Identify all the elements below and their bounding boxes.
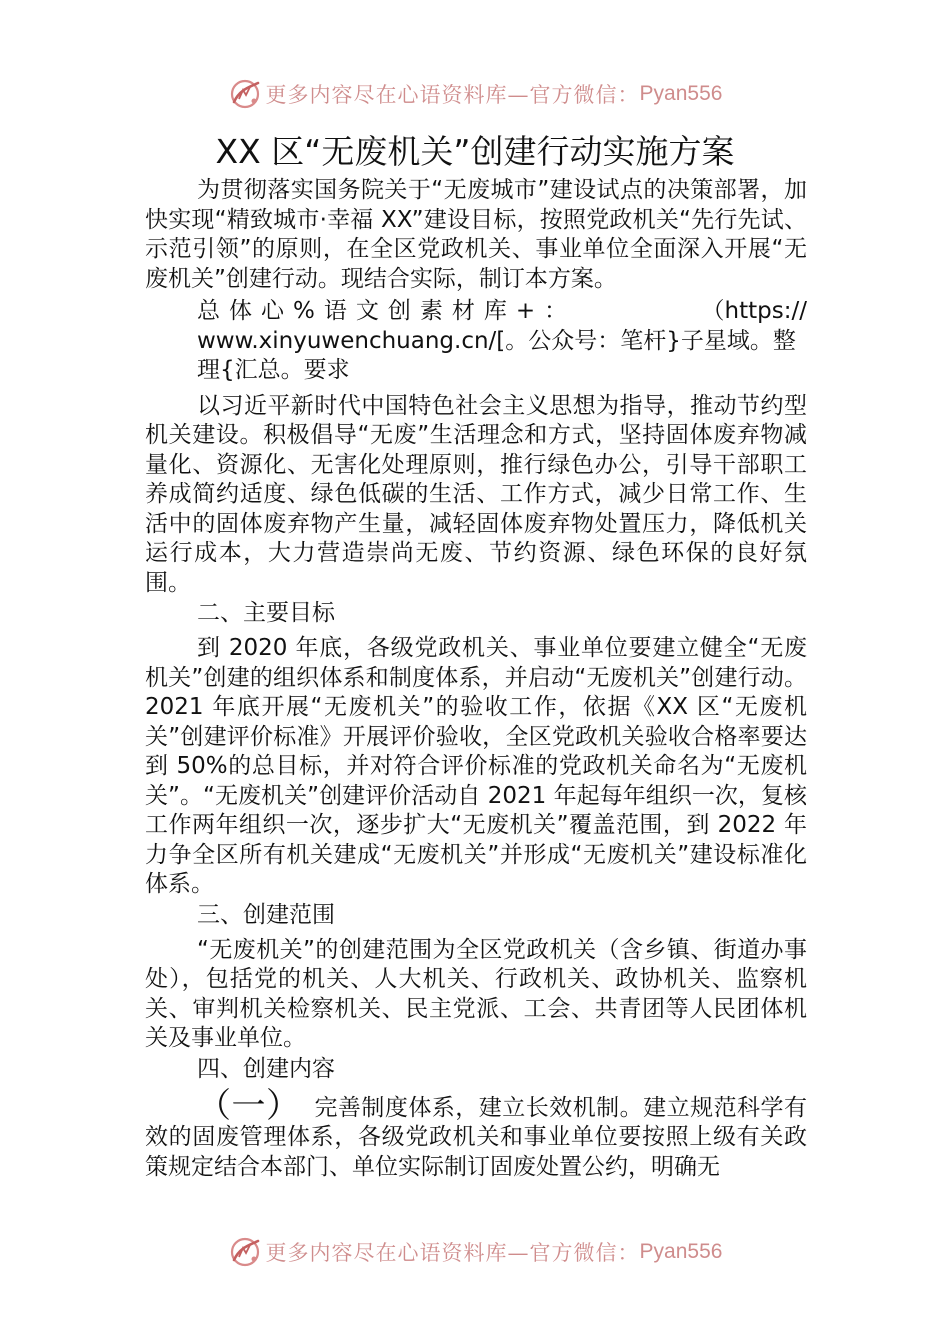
- banner-text: 更多内容尽在心语资料库—官方微信：: [265, 1241, 640, 1265]
- item1-number: （一）: [197, 1085, 301, 1126]
- banner-wechat-id: Pyan556: [639, 82, 723, 105]
- header-banner: [0, 74, 950, 114]
- section1-heading: [145, 297, 807, 327]
- section3-heading: 三、创建范围: [197, 901, 335, 928]
- section1-heading-line3: 理{汇总。要求: [197, 357, 350, 383]
- document-title: XX 区“无废机关”创建行动实施方案: [215, 132, 735, 171]
- brand-logo-icon: [228, 77, 262, 111]
- footer-banner: [0, 1232, 950, 1272]
- section2-heading: 二、主要目标: [197, 600, 335, 626]
- section3-paragraph: “无废机关”的创建范围为全区党政机关（含乡镇、街道办事处），包括党的机关、人大机关、行政机关、政协机关、监察机关、审判机关检察机关、民主党派、工会、共青团等人民团体机关及事业单位。: [145, 936, 807, 1051]
- section4-heading: 四、创建内容: [197, 1055, 335, 1082]
- intro-paragraph: 为贯彻落实国务院关于“无废城市”建设试点的决策部署，加快实现“精致城市·幸福 XX”建设目标，按照党政机关“先行先试、示范引领”的原则，在全区党政机关、事业单位全面深入开展“无废机关”创建行动。现结合实际，制订本方案。: [145, 177, 807, 292]
- section1-heading-line1: 总体心%语文创素材库+：: [197, 298, 577, 324]
- banner-wechat-id: Pyan556: [639, 1240, 723, 1263]
- section1-heading-line2: www.xinyuwenchuang.cn/[。公众号：笔杆}子星域。整: [197, 327, 796, 354]
- document-body: [145, 176, 807, 1182]
- section1-paragraph: 以习近平新时代中国特色社会主义思想为指导，推动节约型机关建设。积极倡导“无废”生活理念和方式，坚持固体废弃物减量化、资源化、无害化处理原则，推行绿色办公，引导干部职工养成简约适度、绿色低碳的生活、工作方式，减少日常工作、生活中的固体废弃物产生量，减轻固体废弃物处置压力，降低机关运行成本，大力营造崇尚无废、节约资源、绿色环保的良好氛围。: [145, 392, 807, 596]
- item1-text: 完善制度体系，建立长效机制。建立规范科学有效的固废管理体系，各级党政机关和事业单位要按照上级有关政策规定结合本部门、单位实际制订固废处置公约，明确无: [145, 1094, 808, 1180]
- section2-paragraph: 到 2020 年底，各级党政机关、事业单位要建立健全“无废机关”创建的组织体系和制度体系，并启动“无废机关”创建行动。2021 年底开展“无废机关”的验收工作，依据《XX 区“无废机关”创建评价标准》开展评价验收，全区党政机关验收合格率要达到 50%的总目标，并对符合评价标准的党政机关命名为“无废机关”。“无废机关”创建评价活动自 2021 年起每年组织一次，复核工作两年组织一次，逐步扩大“无废机关”覆盖范围，到 2022 年力争全区所有机关建成“无废机关”并形成“无废机关”建设标准化体系。: [145, 635, 807, 897]
- banner-text: 更多内容尽在心语资料库—官方微信：: [265, 83, 640, 107]
- section4-item1: [145, 1085, 808, 1183]
- section1-heading-url: （https://: [701, 298, 807, 324]
- brand-logo-icon: [228, 1235, 262, 1269]
